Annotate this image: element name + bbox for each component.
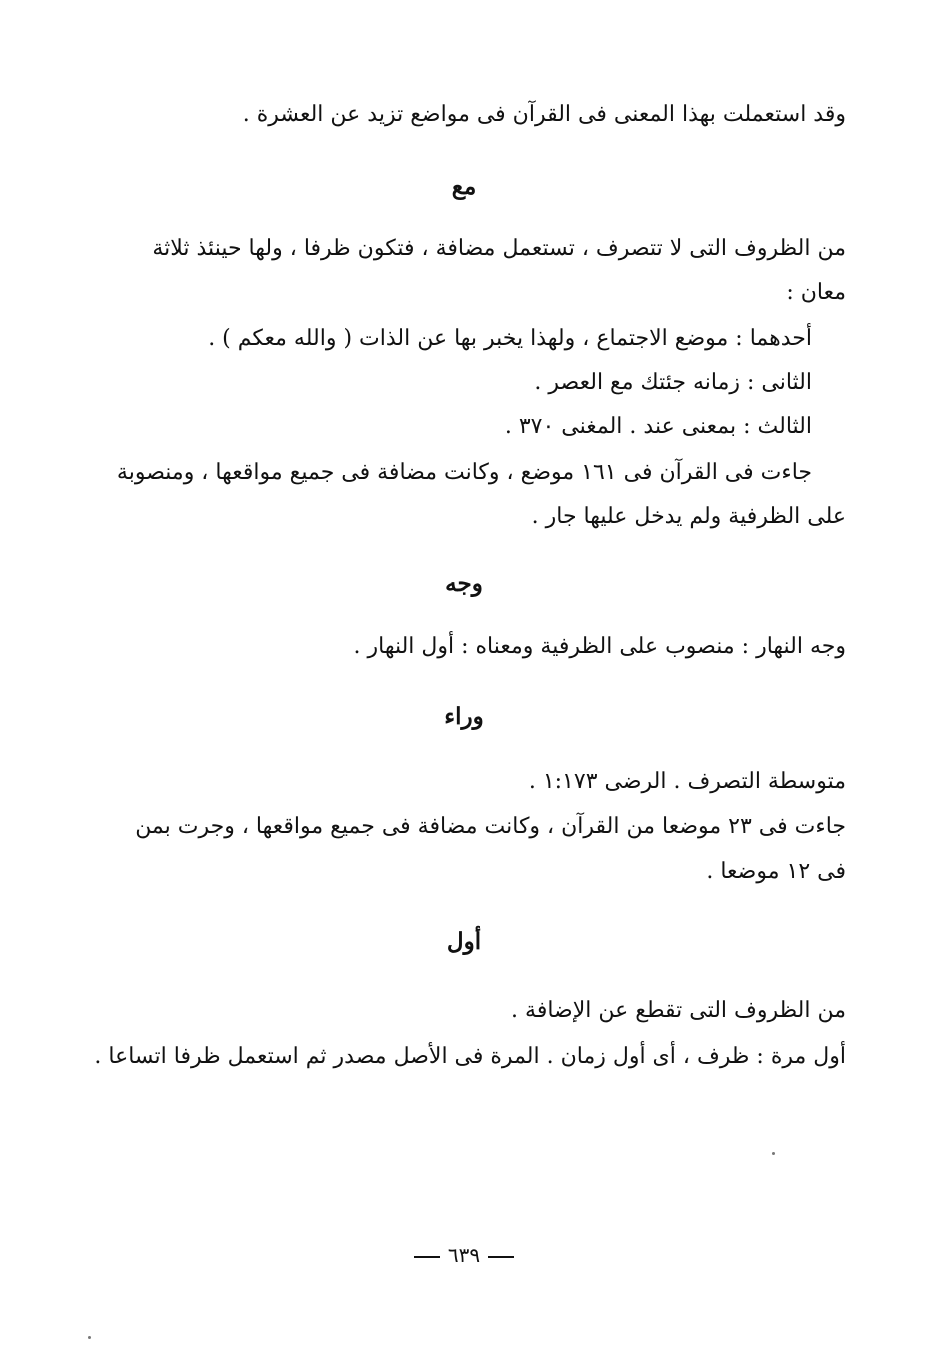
section-heading-wajh: وجه	[445, 570, 483, 597]
dash-right	[488, 1256, 514, 1258]
speck-mark	[88, 1336, 91, 1339]
dash-left	[414, 1256, 440, 1258]
section-heading-waraa: وراء	[444, 703, 484, 730]
paragraph-line: من الظروف التى لا تتصرف ، تستعمل مضافة ، فتكون ظرفا ، ولها حينئذ ثلاثة	[152, 236, 846, 261]
paragraph-line: أحدهما : موضع الاجتماع ، ولهذا يخبر بها عن الذات ( والله معكم ) .	[208, 326, 812, 351]
paragraph-line: متوسطة التصرف . الرضى ١:١٧٣ .	[528, 769, 846, 794]
paragraph-line: جاءت فى القرآن فى ١٦١ موضع ، وكانت مضافة فى جميع مواقعها ، ومنصوبة	[116, 460, 812, 485]
paragraph-line: جاءت فى ٢٣ موضعا من القرآن ، وكانت مضافة فى جميع مواقعها ، وجرت بمن	[135, 814, 846, 839]
paragraph-line: وجه النهار : منصوب على الظرفية ومعناه : أول النهار .	[353, 634, 846, 659]
section-heading-maa: مع	[451, 173, 477, 200]
paragraph-line: معان :	[786, 280, 846, 305]
paragraph-line: من الظروف التى تقطع عن الإضافة .	[511, 998, 846, 1023]
paragraph-line: أول مرة : ظرف ، أى أول زمان . المرة فى الأصل مصدر ثم استعمل ظرفا اتساعا .	[94, 1044, 846, 1069]
intro-line: وقد استعملت بهذا المعنى فى القرآن فى مواضع تزيد عن العشرة .	[242, 102, 846, 127]
page-number	[0, 1240, 928, 1270]
paragraph-line: الثانى : زمانه جئتك مع العصر .	[534, 370, 812, 395]
section-heading-awwal: أول	[446, 928, 482, 955]
paragraph-line: فى ١٢ موضعا .	[706, 859, 846, 884]
paragraph-line: على الظرفية ولم يدخل عليها جار .	[531, 504, 846, 529]
page-number-text: ٦٣٩	[447, 1243, 481, 1267]
speck-mark	[772, 1152, 775, 1155]
paragraph-line: الثالث : بمعنى عند . المغنى ٣٧٠ .	[504, 414, 812, 439]
